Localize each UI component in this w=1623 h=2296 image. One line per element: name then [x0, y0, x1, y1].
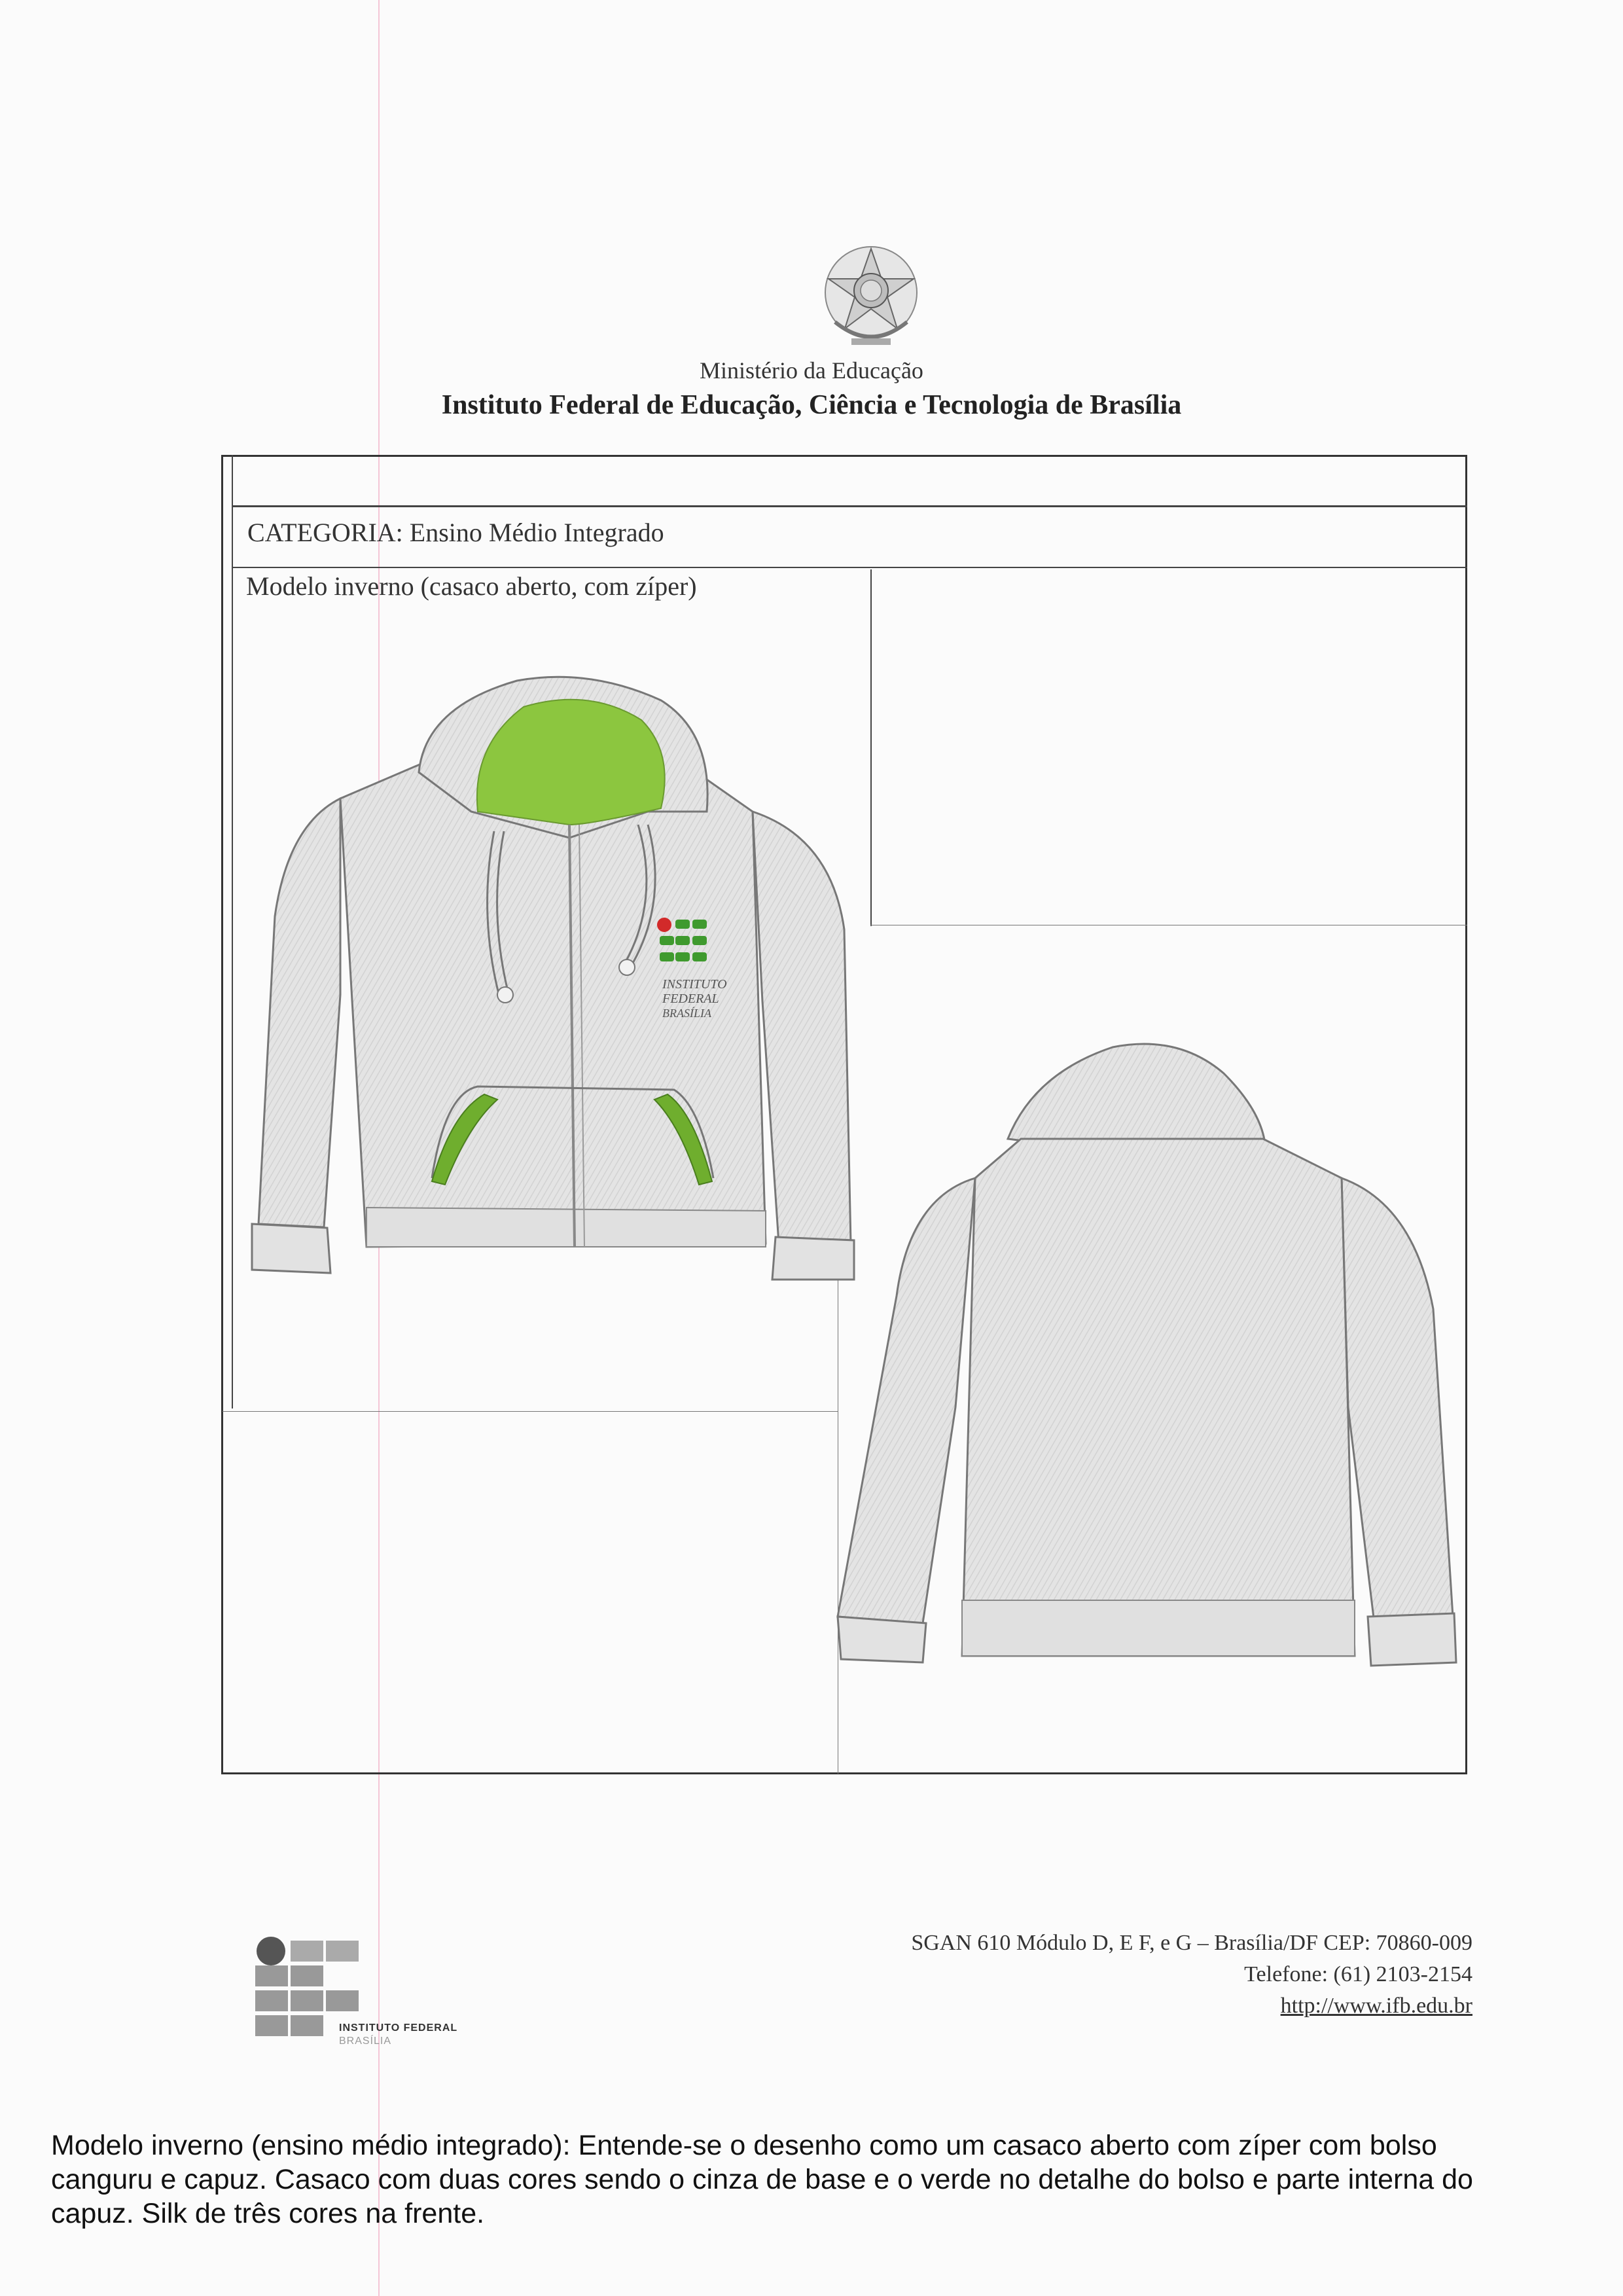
- category-label: CATEGORIA: Ensino Médio Integrado: [247, 518, 664, 547]
- chest-logo-text-2: FEDERAL: [662, 992, 719, 1006]
- description-line-2: canguru e capuz. Casaco com duas cores sendo o cinza de base e o verde no detalhe do bolso e parte interna do: [51, 2164, 1473, 2195]
- model-label: Modelo inverno (casaco aberto, com zíper): [246, 571, 697, 601]
- institute-title: Instituto Federal de Educação, Ciência e Tecnologia de Brasília: [441, 390, 1182, 420]
- description-line-3: capuz. Silk de três cores na frente.: [51, 2198, 485, 2229]
- chest-logo-text-3: BRASÍLIA: [662, 1007, 711, 1020]
- ministry-title: Ministério da Educação: [700, 357, 923, 384]
- footer-website-link[interactable]: http://www.ifb.edu.br: [1280, 1994, 1472, 2018]
- chest-logo-text-1: INSTITUTO: [662, 977, 727, 992]
- front-hoodie-drawing: [252, 677, 854, 1280]
- description-text: [51, 2128, 1602, 2229]
- logo-text-institute: INSTITUTO FEDERAL: [339, 2022, 458, 2034]
- footer-phone: Telefone: (61) 2103-2154: [1244, 1962, 1472, 1986]
- back-hoodie-drawing: [838, 1044, 1456, 1666]
- footer-address: SGAN 610 Módulo D, E F, e G – Brasília/DF CEP: 70860-009: [911, 1931, 1472, 1955]
- description-line-1: Modelo inverno (ensino médio integrado): Entende-se o desenho como um casaco aberto com zíper com bolso: [51, 2130, 1437, 2161]
- logo-text-brasilia: BRASÍLIA: [339, 2036, 392, 2047]
